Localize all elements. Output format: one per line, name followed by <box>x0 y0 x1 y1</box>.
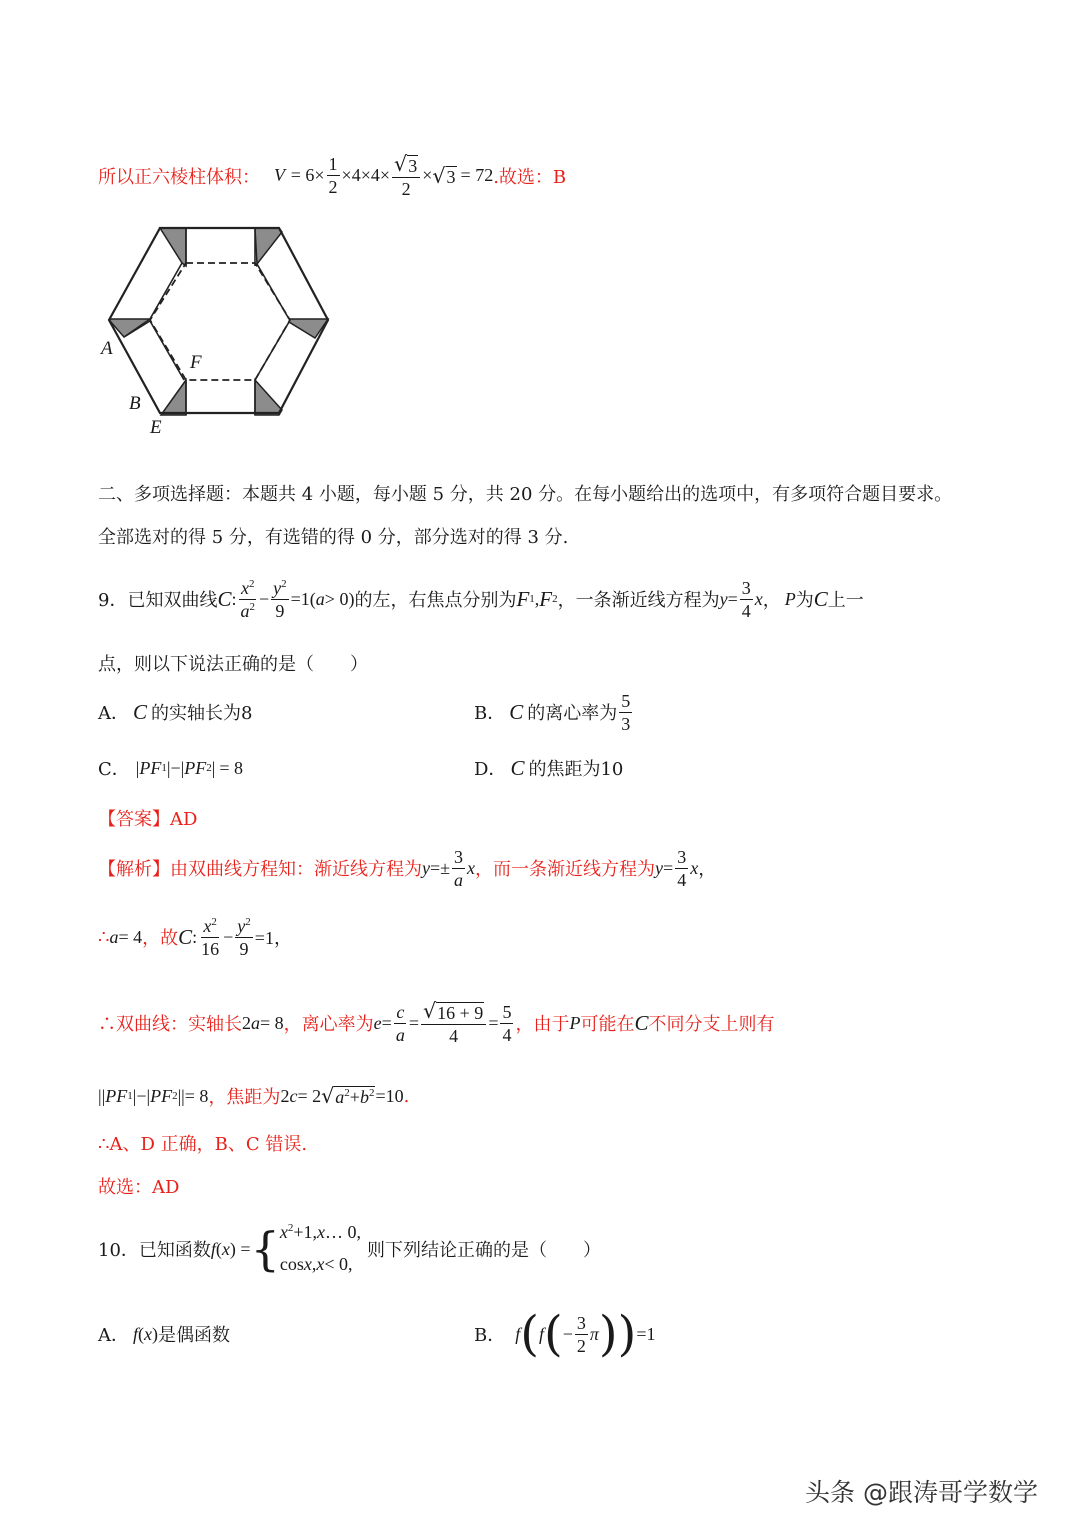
analysis-line1: 【解析】 由双曲线方程知：渐近线方程为 y =± $\frac{3}{a}$ x ，而一条渐近线方程为 y = $\frac{3}{4}$ x ， <box>98 846 717 890</box>
q9-option-d: D． C 的焦距为10 <box>474 755 624 780</box>
volume-line <box>98 148 566 204</box>
option-b-text: 的离心率为 <box>527 703 618 724</box>
option-d-label: D． <box>474 759 507 780</box>
analysis-l2a: ∴ <box>98 926 110 948</box>
answer-label: 【答案】 <box>98 809 170 830</box>
volume-suffix: .故选：B <box>493 167 567 188</box>
analysis-l3e: 不同分支上则有 <box>648 1014 775 1035</box>
option-c-text: = 8 <box>219 757 244 778</box>
volume-result: = 72 <box>460 165 494 186</box>
q9-tail: 为 <box>795 590 814 611</box>
analysis-l1b: ，而一条渐近线方程为 <box>475 859 656 880</box>
volume-prefix: 所以正六棱柱体积： <box>98 167 260 188</box>
analysis-final: 故选：AD <box>98 1177 180 1198</box>
q9-tail2: 上一 <box>827 590 864 611</box>
label-e: E <box>150 417 162 438</box>
q9-asym: ，一条渐近线方程为 <box>557 590 720 611</box>
option-c-label: C． <box>98 759 130 780</box>
q10-tail: 则下列结论正确的是（ ） <box>367 1240 602 1261</box>
watermark: 头条 @跟涛哥学数学 <box>805 1478 1038 1507</box>
option-a-text: 的实轴长为8 <box>151 703 253 724</box>
q9-option-c: C． | PF 1 |−| PF 2 | = 8 <box>98 753 243 783</box>
analysis-l3a: ∴双曲线：实轴长 <box>98 1014 242 1035</box>
analysis-l2b: ，故 <box>142 928 179 949</box>
analysis-l3d: 可能在 <box>580 1014 635 1035</box>
analysis-l4a: ，焦距为 <box>208 1087 281 1108</box>
option-a-label: A． <box>98 703 129 724</box>
analysis-line3: ∴双曲线：实轴长 2 a = 8 ，离心率为 e = $\frac{c}{a}$ = √ 16 + 9 4 = $\frac{5}{4}$ ，由于 P 可能在 C 不同分支上则有 <box>98 999 775 1046</box>
analysis-label: 【解析】 <box>98 859 170 880</box>
label-f: F <box>190 352 202 373</box>
option-d-text: 的焦距为10 <box>528 759 624 780</box>
analysis-l3c: ，由于 <box>515 1014 570 1035</box>
label-a: A <box>101 338 113 359</box>
q10-stem: 10．已知函数 f ( x ) = { $x^2+1,x\dots$ 0, cosx,x< 0, 则下列结论正确的是（ ） <box>98 1222 602 1276</box>
q9-option-a: A． C 的实轴长为8 <box>98 699 253 724</box>
q10-option-b-label: B． <box>474 1325 506 1346</box>
q9-line2: 点，则以下说法正确的是（ ） <box>98 654 368 675</box>
section-two-line2: 全部选对的得 5 分，有选错的得 0 分，部分选对的得 3 分. <box>98 527 569 548</box>
q10-option-b: B． f ( f ( − $\frac{3}{2}$ π )) =1 <box>474 1306 656 1362</box>
answer-value: AD <box>170 809 198 830</box>
analysis-l1a: 由双曲线方程知：渐近线方程为 <box>170 859 422 880</box>
q9-number: 9．已知双曲线 <box>98 590 218 611</box>
analysis-line2: ∴ a = 4 ，故 C : $\frac{x^2}{16}$ − $\frac{y^2}{9}$ =1， <box>98 915 292 959</box>
analysis-conclusion: ∴A、D 正确，B、C 错误. <box>98 1134 308 1155</box>
q9-option-b: B． C 的离心率为 $\frac{5}{3}$ <box>474 690 631 734</box>
volume-formula: V = 6× $\frac{1}{2}$ ×4×4× √ 3 2 × √ 3 = 72 <box>274 152 494 199</box>
answer <box>98 805 197 831</box>
section-two-line1: 二、多项选择题：本题共 4 小题，每小题 5 分，共 20 分。在每小题给出的选项中，有多项符合题目要求。 <box>98 484 953 505</box>
q10-option-a-label: A． <box>98 1325 129 1346</box>
q10-number: 10．已知函数 <box>98 1240 211 1261</box>
q9-mid: 的左，右焦点分别为 <box>354 590 517 611</box>
analysis-l3b: ，离心率为 <box>283 1014 374 1035</box>
q9-stem: 9．已知双曲线 C : $\frac{x^2}{a^2}$ − $\frac{y^2}{9}$ =1( a > 0) 的左，右焦点分别为 F 1 , F 2 ，一条渐近线方程为 y = $\frac{3}{4}$ x ， P 为 C 上一 <box>98 577 864 621</box>
label-b: B <box>129 393 141 414</box>
analysis-line4: || PF 1 |−| PF 2 ||= 8 ，焦距为 2 c = 2 √ $a^2+b^2$ =10 . <box>98 1083 410 1108</box>
q10-option-a-text: 是偶函数 <box>158 1325 231 1346</box>
q10-option-a: A． f ( x ) 是偶函数 <box>98 1318 230 1350</box>
option-b-label: B． <box>474 703 506 724</box>
